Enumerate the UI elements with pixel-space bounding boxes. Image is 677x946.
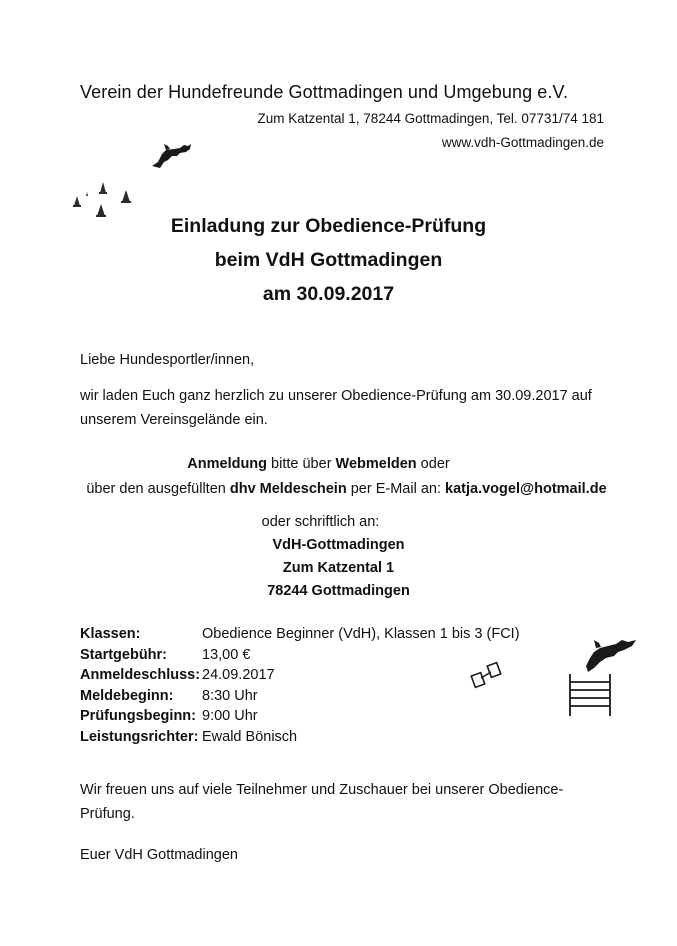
detail-row [80,706,520,727]
cones-icon [70,176,140,218]
intro-paragraph: wir laden Euch ganz herzlich zu unserer Obedience-Prüfung am 30.09.2017 auf unserem Vereinsgelände ein. [80,388,592,428]
dog-over-hurdle-icon [566,632,640,718]
mail-address-name: VdH-Gottmadingen [272,537,405,553]
registration-line-1: Anmeldung bitte über Webmelden oder [187,456,450,472]
detail-value: 8:30 Uhr [202,687,258,704]
detail-label: Meldebeginn: [80,687,174,704]
mail-address-city: 78244 Gottmadingen [267,583,410,599]
registration-line-3: oder schriftlich an: [261,514,380,530]
registration-line-2: über den ausgefüllten dhv Meldeschein per E-Mail an: katja.vogel@hotmail.de [86,481,607,497]
registration-label: Anmeldung [187,456,268,472]
detail-row [80,686,520,707]
detail-row [80,727,520,748]
contact-email: katja.vogel@hotmail.de [445,481,607,497]
organization-name: Verein der Hundefreunde Gottmadingen und Umgebung e.V. [80,82,569,102]
detail-label: Anmeldeschluss: [80,667,201,684]
invitation-date: am 30.09.2017 [262,283,395,305]
detail-label: Leistungsrichter: [80,728,199,745]
detail-value: 9:00 Uhr [202,708,258,725]
organization-website: www.vdh-Gottmadingen.de [441,135,604,150]
webmelden-label: Webmelden [335,456,417,472]
detail-row [80,645,520,666]
meldeschein-label: dhv Meldeschein [229,481,347,497]
jumping-dog-icon [150,140,194,172]
invitation-title: Einladung zur Obedience-Prüfung [170,215,487,237]
invitation-subtitle: beim VdH Gottmadingen [214,249,443,271]
detail-row [80,624,520,645]
detail-label: Prüfungsbeginn: [80,708,196,725]
closing-paragraph: Wir freuen uns auf viele Teilnehmer und Zuschauer bei unserer Obedience-Prüfung. [80,782,564,822]
signature: Euer VdH Gottmadingen [80,847,238,863]
detail-label: Klassen: [80,626,141,643]
greeting: Liebe Hundesportler/innen, [80,352,255,368]
detail-value: Obedience Beginner (VdH), Klassen 1 bis 3 (FCI) [202,626,520,643]
detail-label: Startgebühr: [80,646,167,663]
dumbbell-icon [470,660,504,690]
event-details [80,624,520,747]
detail-value: 24.09.2017 [202,667,275,684]
mail-address-street: Zum Katzental 1 [282,560,395,576]
detail-value: Ewald Bönisch [202,728,298,745]
organization-address: Zum Katzental 1, 78244 Gottmadingen, Tel. 07731/74 181 [257,111,604,126]
detail-value: 13,00 € [202,646,251,663]
detail-row [80,665,520,686]
